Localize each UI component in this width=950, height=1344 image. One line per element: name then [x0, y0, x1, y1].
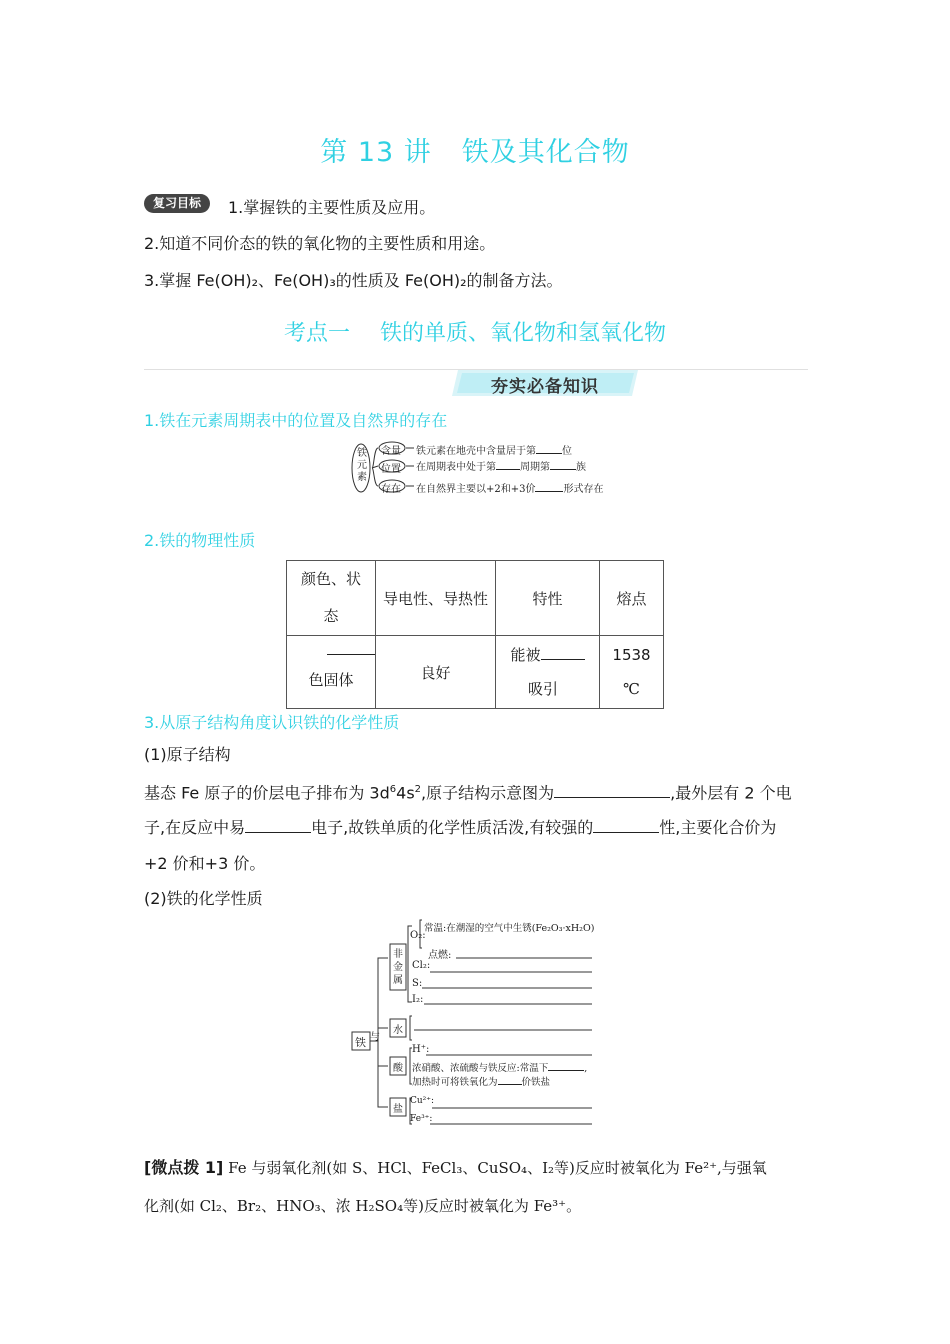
header-color-state	[287, 561, 376, 636]
tip-line2: 化剂(如 Cl₂、Br₂、HNO₃、浓 H₂SO₄等)反应时被氧化为 Fe³⁺。	[144, 1197, 582, 1215]
sub-heading-3: 3.从原子结构角度认识铁的化学性质	[144, 713, 400, 732]
section-heading	[0, 316, 950, 347]
lecture-topic: 铁及其化合物	[461, 137, 630, 168]
i2-label: I₂:	[412, 994, 424, 1005]
config-sup2: 2	[414, 784, 422, 795]
nonmetal-char-3: 属	[393, 975, 403, 986]
physical-properties-table	[286, 560, 664, 709]
tag-position: 位置	[381, 464, 401, 475]
row-existence-text: 在自然界主要以+2和+3价	[416, 484, 536, 495]
config-4s: 4s	[396, 783, 415, 803]
acid-line1	[412, 1060, 587, 1074]
header-special: 特性	[496, 561, 600, 636]
blank[interactable]	[554, 782, 670, 798]
fe3-label: Fe³⁺:	[410, 1114, 433, 1124]
goal-item-1: 1.掌握铁的主要性质及应用。	[228, 198, 436, 217]
tip-text-1: Fe 与弱氧化剂(如 S、HCl、FeCl₃、CuSO₄、I₂等)反应时被氧化为 Fe²⁺,与强氧	[223, 1159, 767, 1177]
cell-melting	[600, 636, 664, 709]
row-position-tail: 族	[576, 462, 586, 473]
tip-label: [微点拨 1]	[144, 1158, 224, 1177]
row-existence-tail: 形式存在	[563, 484, 604, 495]
row-position-text: 在周期表中处于第	[416, 462, 496, 473]
row-position	[416, 458, 586, 473]
lecture-number: 第 13 讲	[320, 137, 432, 168]
nonmetal-char-1: 非	[393, 949, 403, 960]
row-content-text: 铁元素在地壳中含量居于第	[416, 446, 536, 457]
review-goals-badge: 复习目标	[144, 194, 210, 213]
acid-box: 酸	[393, 1063, 403, 1074]
blank[interactable]	[593, 817, 659, 833]
nonmetal-box	[393, 948, 403, 987]
cell-special	[496, 636, 600, 709]
atom-structure-line2	[144, 817, 776, 838]
activity-text: 电子,故铁单质的化学性质活泼,有较强的	[311, 818, 594, 837]
page-title	[0, 130, 950, 169]
cl2-label: Cl₂:	[412, 960, 431, 971]
melting-value: 1538	[612, 646, 651, 664]
header-color-line1: 颜色、状	[300, 570, 361, 588]
section-topic: 铁的单质、氧化物和氢氧化物	[380, 321, 667, 346]
special-line1	[496, 638, 599, 672]
o2-label: O₂:	[410, 930, 426, 941]
o2-room-temp: 常温:在潮湿的空气中生锈(Fe₂O₃·xH₂O)	[424, 923, 595, 934]
atom-structure-line3: +2 价和+3 价。	[144, 854, 266, 873]
root-char-1: 铁	[357, 448, 367, 459]
goal-item-2: 2.知道不同价态的铁的氧化物的主要性质和用途。	[144, 234, 496, 253]
acid-line2-text: 加热时可将铁氧化为	[412, 1077, 498, 1088]
root-char-2: 元	[357, 460, 367, 471]
reaction-text: 子,在反应中易	[144, 818, 246, 837]
section-number: 考点一	[283, 321, 350, 346]
blank[interactable]	[245, 817, 311, 833]
banner-title: 夯实必备知识	[491, 377, 599, 397]
acid-line1-end: ,	[584, 1063, 588, 1074]
iron-reactions-diagram	[350, 916, 600, 1132]
row-existence	[416, 480, 603, 495]
header-conductivity: 导电性、导热性	[376, 561, 496, 636]
atom-structure-label: (1)原子结构	[144, 745, 231, 764]
valence-text: 性,主要化合价为	[659, 818, 777, 837]
config-text: 基态 Fe 原子的价层电子排布为 3d	[144, 783, 390, 803]
blank[interactable]	[327, 654, 375, 655]
acid-line2	[412, 1074, 550, 1088]
config-sup1: 6	[389, 784, 397, 795]
header-color-line2: 态	[323, 607, 339, 625]
melting-unit: ℃	[623, 680, 640, 698]
blank[interactable]	[498, 1075, 522, 1085]
salt-box: 盐	[393, 1104, 403, 1115]
blank[interactable]	[535, 482, 563, 492]
blank[interactable]	[541, 644, 585, 660]
acid-line2-end: 价铁盐	[521, 1077, 551, 1088]
acid-line1-text: 浓硝酸、浓硫酸与铁反应:常温下	[412, 1063, 549, 1074]
sub-heading-1: 1.铁在元素周期表中的位置及自然界的存在	[144, 411, 448, 430]
blank[interactable]	[548, 1061, 584, 1071]
root-char-3: 素	[357, 472, 367, 483]
diagram1-root	[356, 448, 368, 484]
blank[interactable]	[496, 460, 520, 470]
header-melting: 熔点	[600, 561, 664, 636]
iron-element-diagram	[350, 440, 610, 496]
nonmetal-char-2: 金	[393, 962, 403, 973]
h-plus-label: H⁺:	[412, 1044, 430, 1055]
tag-content: 含量	[381, 446, 401, 457]
tip-line1	[144, 1158, 767, 1178]
row-position-mid: 周期第	[520, 462, 550, 473]
sub-heading-2: 2.铁的物理性质	[144, 531, 256, 550]
cell-color-state	[287, 636, 376, 709]
s-label: S:	[412, 978, 423, 989]
cu-label: Cu²⁺:	[410, 1096, 435, 1106]
row-content	[416, 442, 572, 457]
outer-electrons: ,最外层有 2 个电	[670, 783, 792, 803]
blank[interactable]	[550, 460, 576, 470]
special-head: 能被	[510, 646, 541, 664]
row-content-tail: 位	[562, 446, 572, 457]
diagram2-root: 铁	[355, 1036, 366, 1049]
tag-existence: 存在	[381, 484, 401, 495]
diagram2-with: 与	[370, 1032, 380, 1043]
cell-conductivity: 良好	[376, 636, 496, 709]
goal-item-3: 3.掌握 Fe(OH)₂、Fe(OH)₃的性质及 Fe(OH)₂的制备方法。	[144, 271, 563, 290]
water-box: 水	[393, 1025, 403, 1036]
chemical-properties-label: (2)铁的化学性质	[144, 889, 263, 908]
blank[interactable]	[536, 444, 562, 454]
atom-structure-line1	[144, 780, 792, 803]
diagram2-lines	[350, 916, 600, 1132]
diagram-prompt: ,原子结构示意图为	[421, 783, 555, 803]
special-tail: 吸引	[528, 680, 559, 698]
color-tail: 色固体	[308, 671, 354, 689]
o2-ignite: 点燃:	[428, 950, 452, 961]
